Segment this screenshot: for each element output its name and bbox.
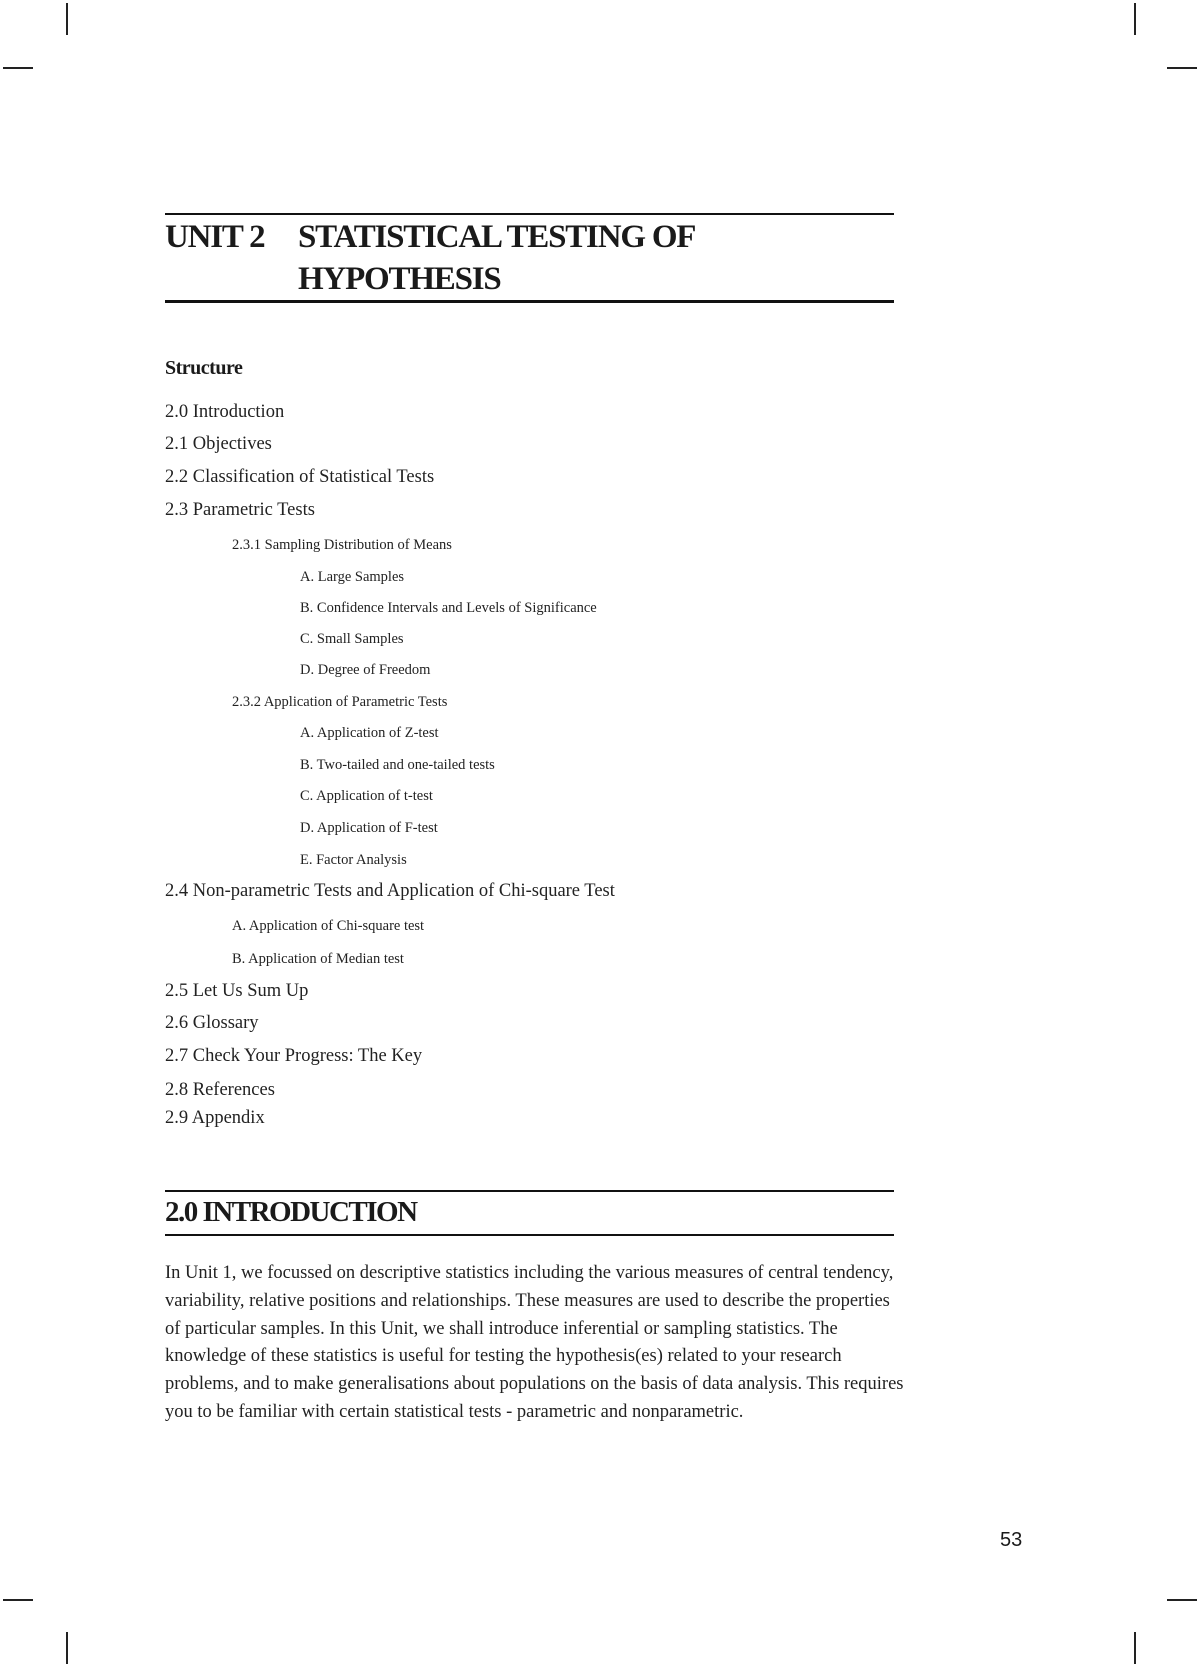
intro-bottom-rule [165, 1234, 894, 1236]
crop-mark [1167, 1599, 1197, 1601]
toc-subsubitem: E. Factor Analysis [300, 852, 407, 868]
crop-mark [1134, 1632, 1136, 1664]
toc-subsubitem: D. Application of F-test [300, 820, 438, 836]
title-bottom-rule [165, 300, 894, 303]
toc-subitem: A. Application of Chi-square test [232, 918, 425, 934]
intro-top-rule [165, 1190, 894, 1192]
toc-subitem: 2.3.1 Sampling Distribution of Means [232, 537, 452, 553]
toc-subsubitem: D. Degree of Freedom [300, 662, 431, 678]
toc-item: 2.5 Let Us Sum Up [165, 981, 309, 1001]
toc-item: 2.3 Parametric Tests [165, 500, 315, 520]
toc-subsubitem: C. Application of t-test [300, 788, 433, 804]
page-number: 53 [1000, 1529, 1023, 1551]
crop-mark [66, 1632, 68, 1664]
crop-mark [3, 67, 33, 69]
unit-title-text: STATISTICAL TESTING OF HYPOTHESIS [298, 219, 695, 297]
toc-item: 2.0 Introduction [165, 402, 285, 422]
toc-item: 2.8 References [165, 1080, 275, 1100]
crop-mark [3, 1599, 33, 1601]
toc-subsubitem: A. Large Samples [300, 569, 405, 585]
crop-mark [1167, 67, 1197, 69]
structure-heading: Structure [165, 357, 243, 379]
crop-mark [1134, 3, 1136, 35]
toc-item: 2.7 Check Your Progress: The Key [165, 1046, 423, 1066]
toc-subitem: B. Application of Median test [232, 951, 404, 967]
toc-item: 2.6 Glossary [165, 1013, 259, 1033]
toc-item: 2.9 Appendix [165, 1108, 265, 1128]
title-top-rule [165, 213, 894, 215]
section-heading: 2.0 INTRODUCTION [165, 1196, 417, 1228]
crop-mark [66, 3, 68, 35]
toc-item: 2.4 Non-parametric Tests and Application of Chi-square Test [165, 881, 615, 901]
toc-item: 2.2 Classification of Statistical Tests [165, 467, 435, 487]
toc-subsubitem: B. Two-tailed and one-tailed tests [300, 757, 495, 773]
intro-paragraph: In Unit 1, we focussed on descriptive statistics including the various measures of central tendency, variability, relative positions and relationships. These measures are used to describe the properties of particular samples. In this Unit, we shall introduce inferential or sampling statistics. The knowledge of these statistics is useful for testing the hypothesis(es) related to your research problems, and to make generalisations about populations on the basis of data analysis. This requires you to be familiar with certain statistical tests - parametric and nonparametric. [165, 1263, 904, 1422]
unit-number: UNIT 2 [165, 219, 265, 255]
toc-subsubitem: A. Application of Z-test [300, 725, 439, 741]
toc-subitem: 2.3.2 Application of Parametric Tests [232, 694, 448, 710]
toc-subsubitem: C. Small Samples [300, 631, 404, 647]
toc-subsubitem: B. Confidence Intervals and Levels of Significance [300, 600, 597, 616]
toc-item: 2.1 Objectives [165, 434, 272, 454]
